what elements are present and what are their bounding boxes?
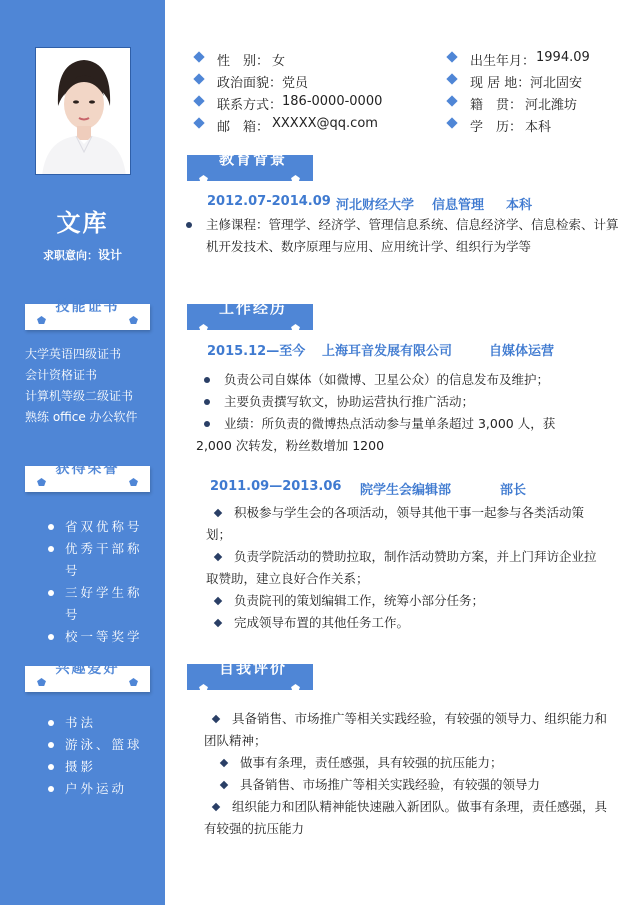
list-item: 完成领导布置的其他任务工作。 (206, 612, 606, 634)
list-item: 会计资格证书 (25, 368, 98, 382)
bullet-dot (48, 720, 54, 726)
diamond-bullet-icon (212, 715, 220, 723)
education-courses (178, 214, 623, 258)
job1-role: 自媒体运营 (489, 344, 555, 359)
diamond-bullet-icon (220, 759, 228, 767)
skills-header (25, 299, 150, 330)
work-title: 工作经历 (219, 299, 288, 317)
pentagon-icon (129, 316, 138, 324)
diamond-icon (446, 73, 457, 84)
bullet-dot (48, 546, 54, 552)
diamond-icon (193, 51, 204, 62)
bullet-dot (48, 764, 54, 770)
list-item: 游泳、篮球 (55, 734, 155, 756)
hobbies-header (25, 661, 150, 692)
diamond-bullet-icon (214, 509, 222, 517)
pentagon-icon (129, 478, 138, 486)
job-intention-value: 设计 (97, 248, 122, 262)
skills-title: 技能证书 (55, 299, 120, 315)
bullet-dot (204, 377, 210, 383)
pentagon-icon (291, 317, 300, 325)
diamond-bullet-icon (212, 803, 220, 811)
education-header (187, 150, 313, 181)
bullet-dot (48, 524, 54, 530)
work-header (187, 299, 313, 330)
diamond-icon (193, 117, 204, 128)
diamond-icon (446, 51, 457, 62)
pentagon-icon (199, 677, 208, 685)
list-item: 负责学院活动的赞助拉取，制作活动赞助方案，并上门拜访企业拉取赞助，建立良好合作关系； (206, 549, 597, 586)
hobbies-title: 兴趣爱好 (55, 661, 120, 677)
list-item: 做事有条理，责任感强，具有较强的抗压能力； (212, 752, 612, 774)
list-item: 积极参与学生会的各项活动，领导其他干事一起参与各类活动策划； (206, 505, 585, 542)
job1-details (196, 369, 591, 457)
job2-org: 院学生会编辑部 (360, 483, 452, 498)
list-item: 大学英语四级证书 (25, 347, 122, 361)
pentagon-icon (37, 678, 46, 686)
pentagon-icon (37, 316, 46, 324)
diamond-icon (446, 117, 457, 128)
list-item: 具备销售、市场推广等相关实践经验，有较强的领导力、组织能力和团队精神； (204, 711, 608, 748)
list-item: 计算机等级二级证书 (25, 389, 134, 403)
bullet-dot (48, 786, 54, 792)
pentagon-icon (291, 168, 300, 176)
honors-header (25, 461, 150, 492)
bullet-dot (48, 742, 54, 748)
profile-photo (35, 47, 131, 175)
bullet-dot (48, 634, 54, 640)
list-item: 负责院刊的策划编辑工作，统筹小部分任务； (206, 590, 606, 612)
candidate-name: 文库 (56, 209, 109, 237)
list-item: 业绩：所负责的微博热点活动参与量单条超过 3,000 人，获 2,000 次转发，粉丝数增加 1200 (196, 416, 556, 453)
self-eval-title: 自我评价 (219, 659, 288, 677)
honors-list (55, 516, 155, 648)
job-intention-label: 求职意向： (42, 249, 98, 262)
pentagon-icon (291, 677, 300, 685)
list-item: 省双优称号 (55, 516, 155, 538)
list-item: 具备销售、市场推广等相关实践经验，有较强的领导力 (212, 774, 612, 796)
list-item: 户外运动 (55, 778, 155, 800)
bullet-dot (204, 399, 210, 405)
diamond-bullet-icon (214, 597, 222, 605)
education-degree: 本科 (506, 198, 533, 213)
diamond-icon (193, 73, 204, 84)
list-item: 主修课程：管理学、经济学、管理信息系统、信息经济学、信息检索、计算机开发技术、数序原理与应用、应用统计学、组织行为学等 (178, 214, 623, 258)
list-item: 熟练 office 办公软件 (25, 410, 138, 424)
list-item: 三好学生称号 (55, 582, 155, 626)
bullet-dot (204, 421, 210, 427)
diamond-bullet-icon (214, 553, 222, 561)
job1-org: 上海耳音发展有限公司 (322, 344, 453, 359)
pentagon-icon (129, 678, 138, 686)
list-item: 摄影 (55, 756, 155, 778)
self-eval-list (204, 708, 612, 840)
diamond-icon (193, 95, 204, 106)
list-item: 负责公司自媒体（如微博、卫星公众）的信息发布及维护； (196, 369, 591, 391)
job2-role: 部长 (500, 483, 527, 498)
diamond-icon (446, 95, 457, 106)
pentagon-icon (199, 317, 208, 325)
diamond-bullet-icon (220, 781, 228, 789)
education-period: 2012.07-2014.09 (207, 194, 331, 209)
job1-period: 2015.12—至今 (207, 344, 306, 359)
job2-period: 2011.09—2013.06 (210, 479, 342, 494)
pentagon-icon (37, 478, 46, 486)
bullet-dot (48, 590, 54, 596)
education-title: 教育背景 (219, 150, 288, 168)
pentagon-icon (199, 168, 208, 176)
job-intention (0, 246, 165, 263)
hobbies-list (55, 712, 155, 800)
list-item: 书法 (55, 712, 155, 734)
self-eval-header (187, 659, 313, 690)
bullet-dot (186, 222, 192, 228)
skills-list (25, 344, 160, 428)
list-item: 优秀干部称号 (55, 538, 155, 582)
job2-details (206, 502, 606, 634)
education-school: 河北财经大学 (336, 198, 415, 213)
list-item: 主要负责撰写软文，协助运营执行推广活动； (196, 391, 591, 413)
list-item: 校一等奖学 (55, 626, 155, 648)
education-major: 信息管理 (432, 198, 485, 213)
honors-title: 获得荣誉 (55, 461, 120, 477)
diamond-bullet-icon (214, 619, 222, 627)
list-item: 组织能力和团队精神能快速融入新团队。做事有条理，责任感强，具有较强的抗压能力 (204, 799, 608, 836)
